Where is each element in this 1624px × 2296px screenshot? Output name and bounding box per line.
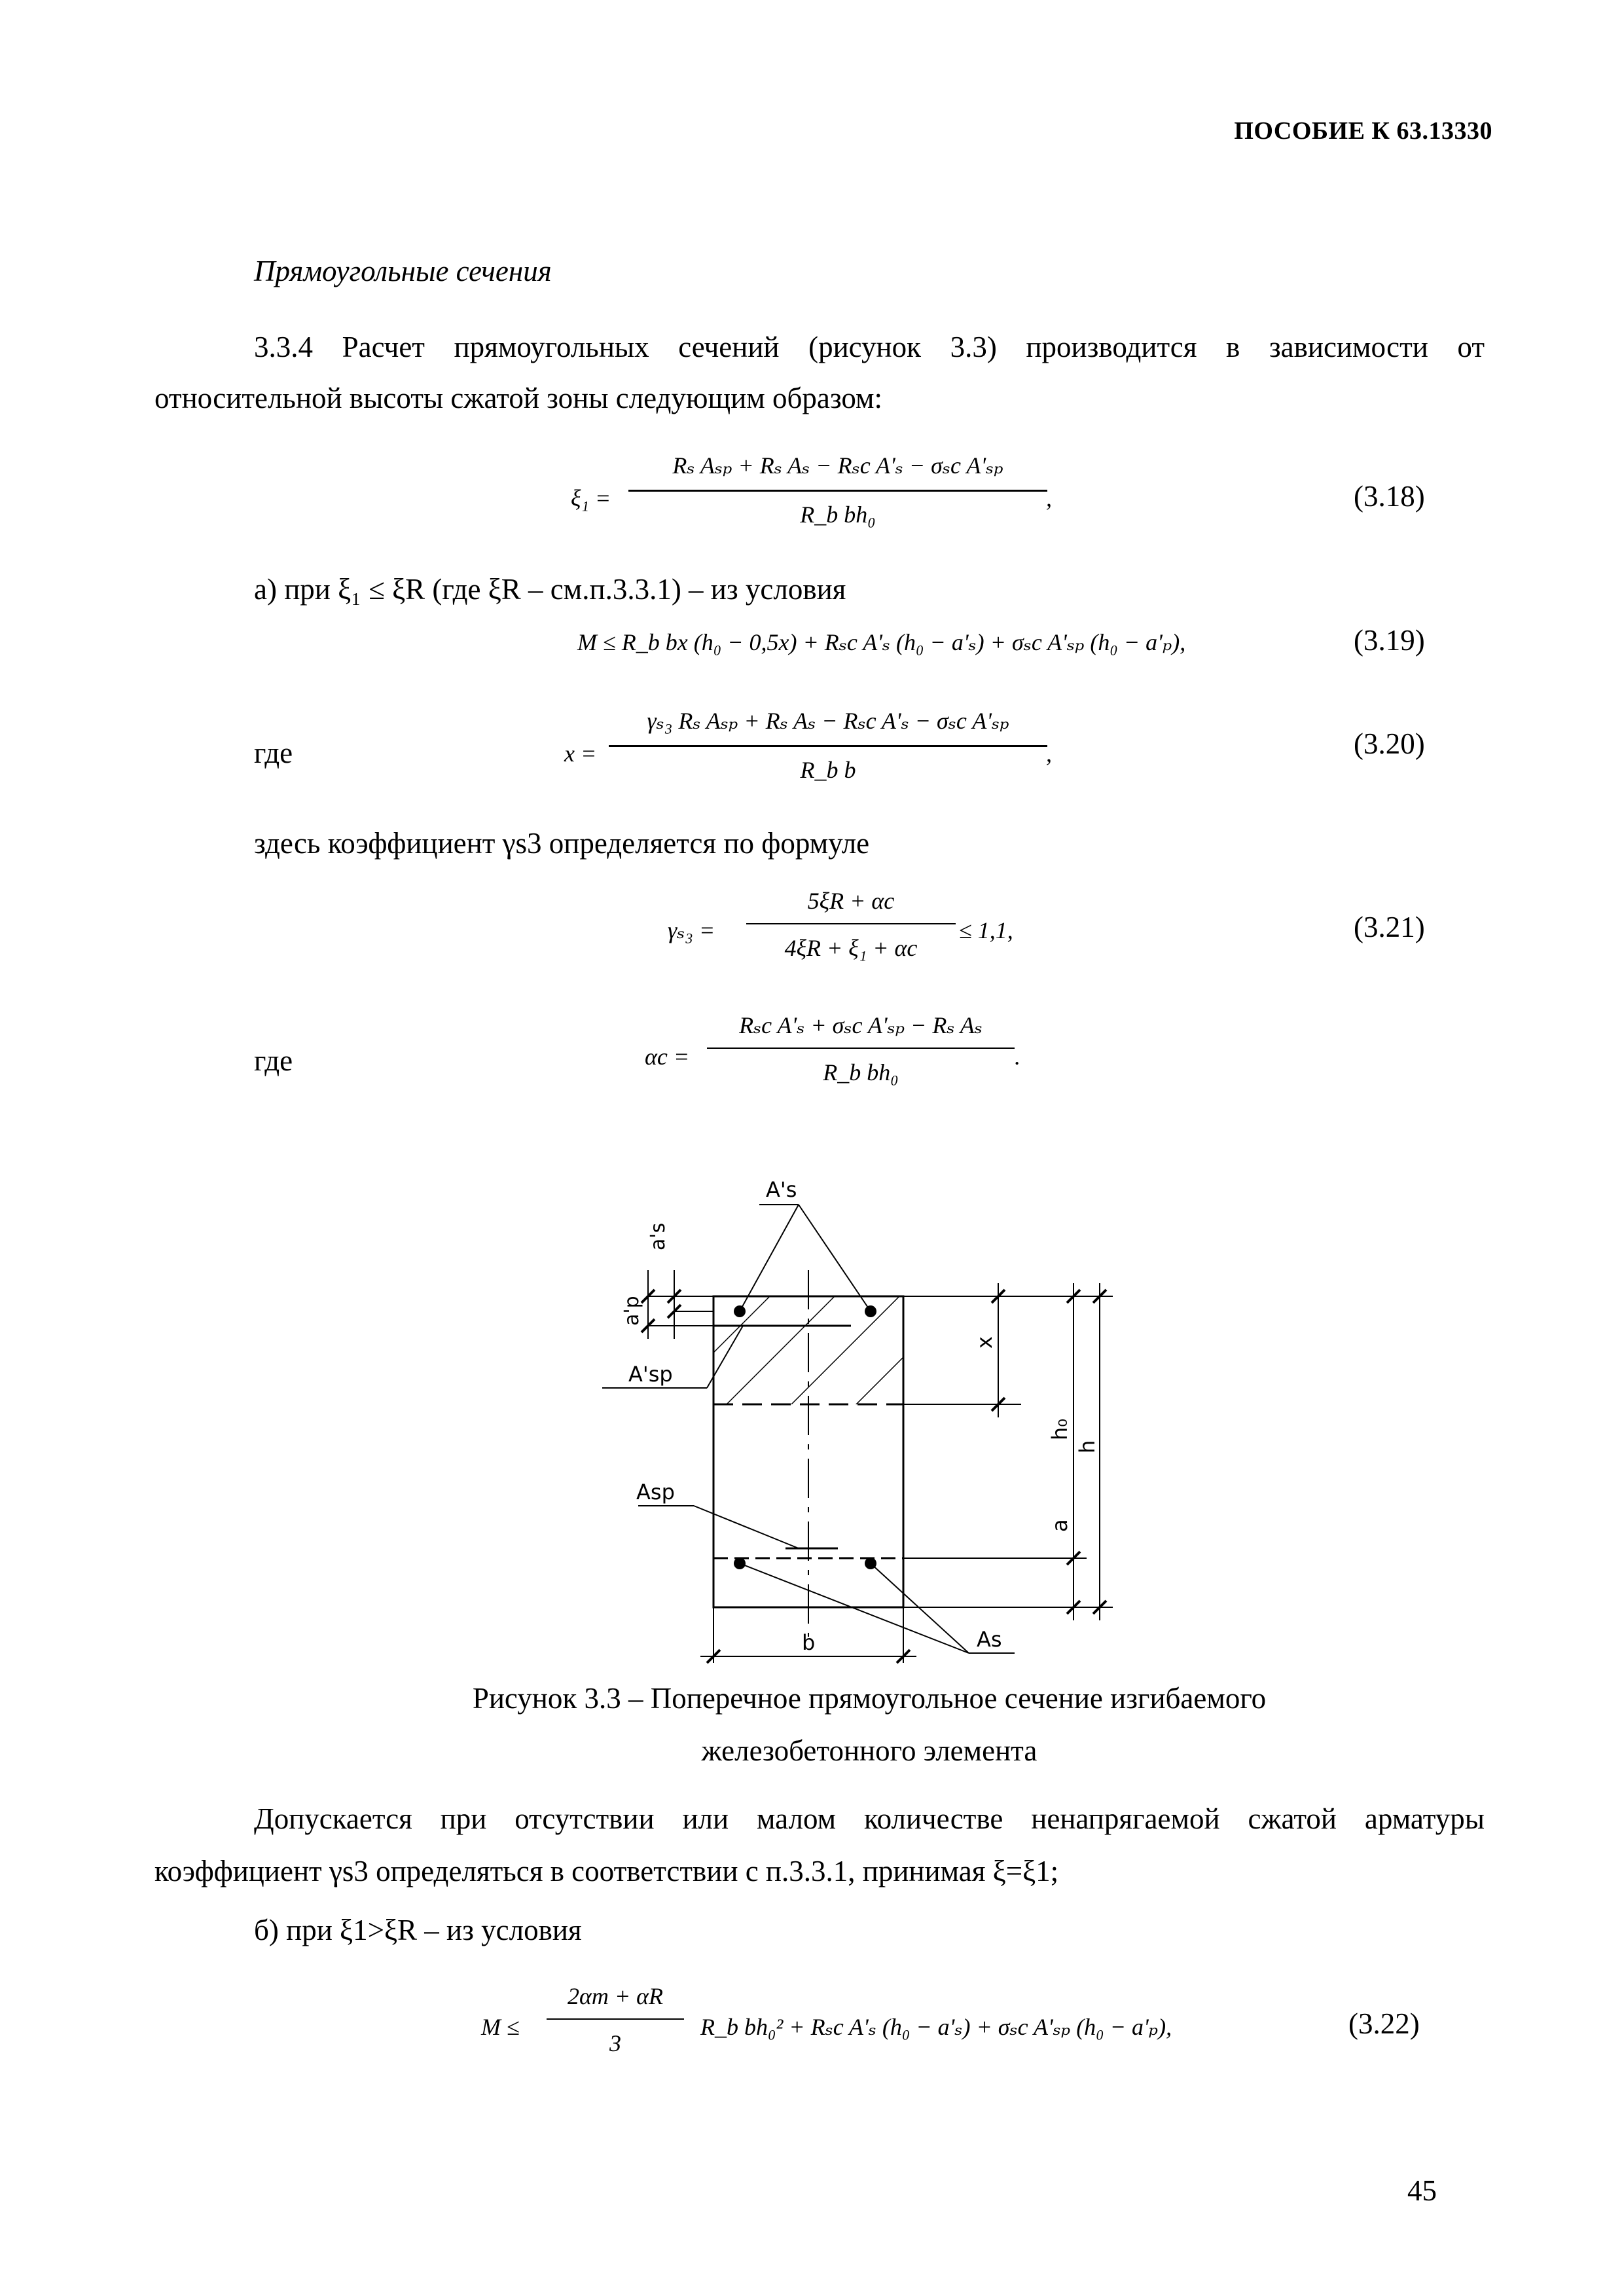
eq-318-numerator: Rₛ Aₛₚ + Rₛ Aₛ − Rₛc A'ₛ − σₛc A'ₛₚ <box>672 452 1003 479</box>
paragraph-allow-line1: Допускается при отсутствии или малом количестве ненапрягаемой сжатой арматуры <box>254 1802 1485 1835</box>
eq-320-denominator: R_b b <box>800 757 856 783</box>
label-As: As <box>977 1627 1002 1652</box>
eq-321-number: (3.21) <box>1354 911 1425 943</box>
eq-322-fraction <box>547 1982 684 2074</box>
eq-321-denominator: 4ξR + ξ₁ + αc <box>784 935 918 961</box>
eq-319: M ≤ R_b bx (h₀ − 0,5x) + Rₛc A'ₛ (h₀ − a'ₛ) + σₛc A'ₛₚ (h₀ − a'ₚ), <box>577 629 1186 655</box>
eq-321-fraction <box>746 887 956 979</box>
label-Asp-prime: A'sp <box>628 1362 673 1387</box>
paragraph-334 <box>254 321 1485 373</box>
paragraph-334-cont <box>154 372 1483 424</box>
section-title: Прямоугольные сечения <box>254 255 552 287</box>
eq-321-numerator: 5ξR + αc <box>807 888 895 914</box>
case-b: б) при ξ1>ξR – из условия <box>254 1914 582 1946</box>
eq-321-tail: ≤ 1,1, <box>959 917 1013 943</box>
eq-320-fraction <box>609 707 1047 799</box>
page-header: ПОСОБИЕ К 63.13330 <box>1234 117 1492 145</box>
where-label-2: где <box>254 1044 293 1077</box>
eq-320-numerator: γₛ₃ Rₛ Aₛₚ + Rₛ Aₛ − Rₛc A'ₛ − σₛc A'ₛₚ <box>647 708 1009 734</box>
eq-319-number: (3.19) <box>1354 624 1425 657</box>
page-number: 45 <box>1407 2174 1437 2207</box>
eq-alpha-bar <box>707 1048 1015 1049</box>
paragraph-allow <box>254 1793 1485 1845</box>
where-label-1: где <box>254 737 293 769</box>
paragraph-334-line2: относительной высоты сжатой зоны следующим образом: <box>154 382 883 414</box>
eq-318-number: (3.18) <box>1354 480 1425 513</box>
eq-320-lhs: x = <box>564 740 597 767</box>
eq-322-lhs: M ≤ <box>481 2014 520 2040</box>
eq-321-lhs: γₛ₃ = <box>668 917 715 943</box>
eq-322-tail: R_b bh₀² + Rₛc A'ₛ (h₀ − a'ₛ) + σₛc A'ₛₚ (h₀ − a'ₚ), <box>700 2014 1172 2040</box>
label-As-prime: A's <box>766 1177 797 1202</box>
eq-alpha-fraction <box>707 1011 1015 1103</box>
eq-322-number: (3.22) <box>1348 2007 1420 2040</box>
figure-caption-line2: железобетонного элемента <box>701 1734 1038 1767</box>
figure-cross-section <box>576 1165 1165 1689</box>
eq-322-numerator: 2αm + αR <box>567 1983 664 2009</box>
label-Asp: Asp <box>636 1480 675 1504</box>
label-a: a <box>1047 1519 1072 1532</box>
eq-318-tail: , <box>1046 485 1052 511</box>
eq-320-tail: , <box>1046 740 1052 767</box>
label-h0: h₀ <box>1047 1418 1072 1440</box>
case-a: а) при ξ₁ ≤ ξR (где ξR – см.п.3.3.1) – из условия <box>254 573 846 606</box>
eq-alpha-numerator: Rₛc A'ₛ + σₛc A'ₛₚ − Rₛ Aₛ <box>739 1012 983 1038</box>
paragraph-334-line1: 3.3.4 Расчет прямоугольных сечений (рисунок 3.3) производится в зависимости от <box>254 331 1485 363</box>
label-h: h <box>1075 1440 1100 1453</box>
eq-320-number: (3.20) <box>1354 727 1425 760</box>
figure-caption-line1: Рисунок 3.3 – Поперечное прямоугольное сечение изгибаемого <box>472 1682 1267 1715</box>
label-ap-prime: a'p <box>621 1296 643 1326</box>
label-as-prime: a's <box>647 1222 670 1250</box>
eq-320-bar <box>609 745 1047 747</box>
paragraph-allow-cont <box>154 1845 1483 1897</box>
eq-alpha-denominator: R_b bh₀ <box>823 1059 899 1085</box>
eq-318-fraction <box>628 452 1047 543</box>
eq-322-bar <box>547 2018 684 2020</box>
paragraph-allow-line2: коэффициент γs3 определяться в соответствии с п.3.3.1, принимая ξ=ξ1; <box>154 1855 1059 1887</box>
label-x: x <box>972 1336 997 1349</box>
eq-318-denominator: R_b bh₀ <box>800 501 876 528</box>
eq-alpha-tail: . <box>1015 1044 1020 1070</box>
coef-text: здесь коэффициент γs3 определяется по формуле <box>254 827 870 860</box>
eq-318-bar <box>628 490 1047 492</box>
eq-322-denominator: 3 <box>609 2030 621 2056</box>
label-b: b <box>802 1630 816 1655</box>
eq-alpha-lhs: αc = <box>645 1044 690 1070</box>
eq-318-lhs: ξ₁ = <box>571 485 611 511</box>
eq-321-bar <box>746 923 956 924</box>
